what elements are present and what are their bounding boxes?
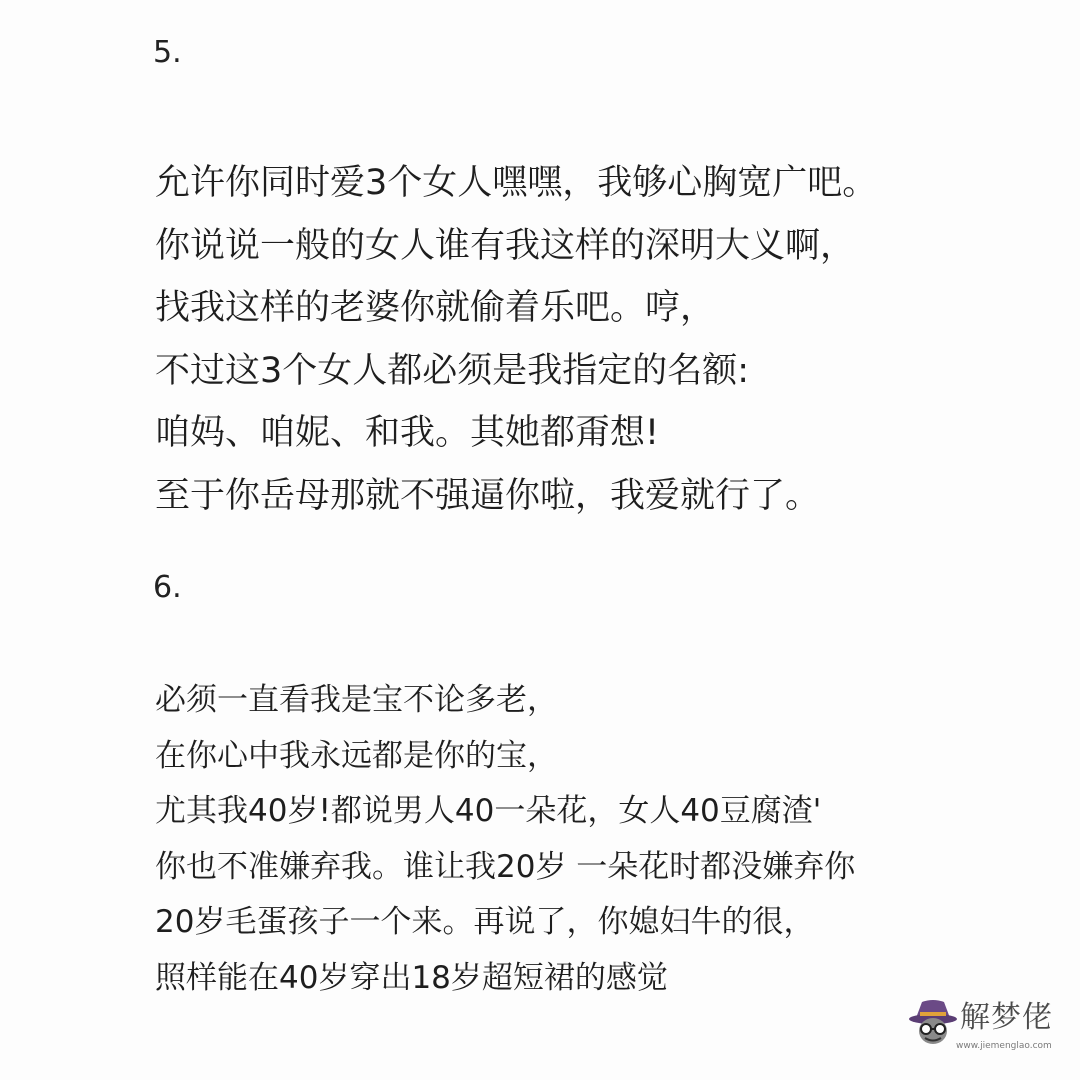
text-line: 你也不准嫌弃我。谁让我20岁 一朵花时都没嫌弃你 <box>155 848 856 885</box>
detective-hat-glasses-icon <box>908 996 958 1054</box>
watermark-url: www.jiemenglao.com <box>956 1041 1052 1051</box>
section-6-text <box>155 673 1055 1006</box>
text-line: 找我这样的老婆你就偷着乐吧。哼， <box>155 288 716 328</box>
text-line: 允许你同时爱3个女人嘿嘿，我够心胸宽广吧。 <box>155 163 878 203</box>
text-line: 不过这3个女人都必须是我指定的名额: <box>155 350 750 391</box>
text-line: 尤其我40岁!都说男人40一朵花，女人40豆腐渣' <box>155 793 822 829</box>
section-number-5: 5. <box>153 35 182 70</box>
section-5-text <box>155 152 1055 527</box>
text-line: 在你心中我永远都是你的宝， <box>155 737 558 774</box>
text-line: 照样能在40岁穿出18岁超短裙的感觉 <box>155 959 668 996</box>
text-line: 至于你岳母那就不强逼你啦，我爱就行了。 <box>155 475 821 516</box>
text-line: 你说说一般的女人谁有我这样的深明大义啊， <box>155 225 856 266</box>
section-number-6: 6. <box>153 570 182 605</box>
text-line: 咱妈、咱妮、和我。其她都甭想! <box>155 413 660 453</box>
text-line: 必须一直看我是宝不论多老， <box>155 682 558 718</box>
watermark-brand: 解梦佬 <box>960 1000 1053 1035</box>
watermark <box>908 996 1058 1060</box>
text-line: 20岁毛蛋孩子一个来。再说了，你媳妇牛的很， <box>155 904 815 940</box>
